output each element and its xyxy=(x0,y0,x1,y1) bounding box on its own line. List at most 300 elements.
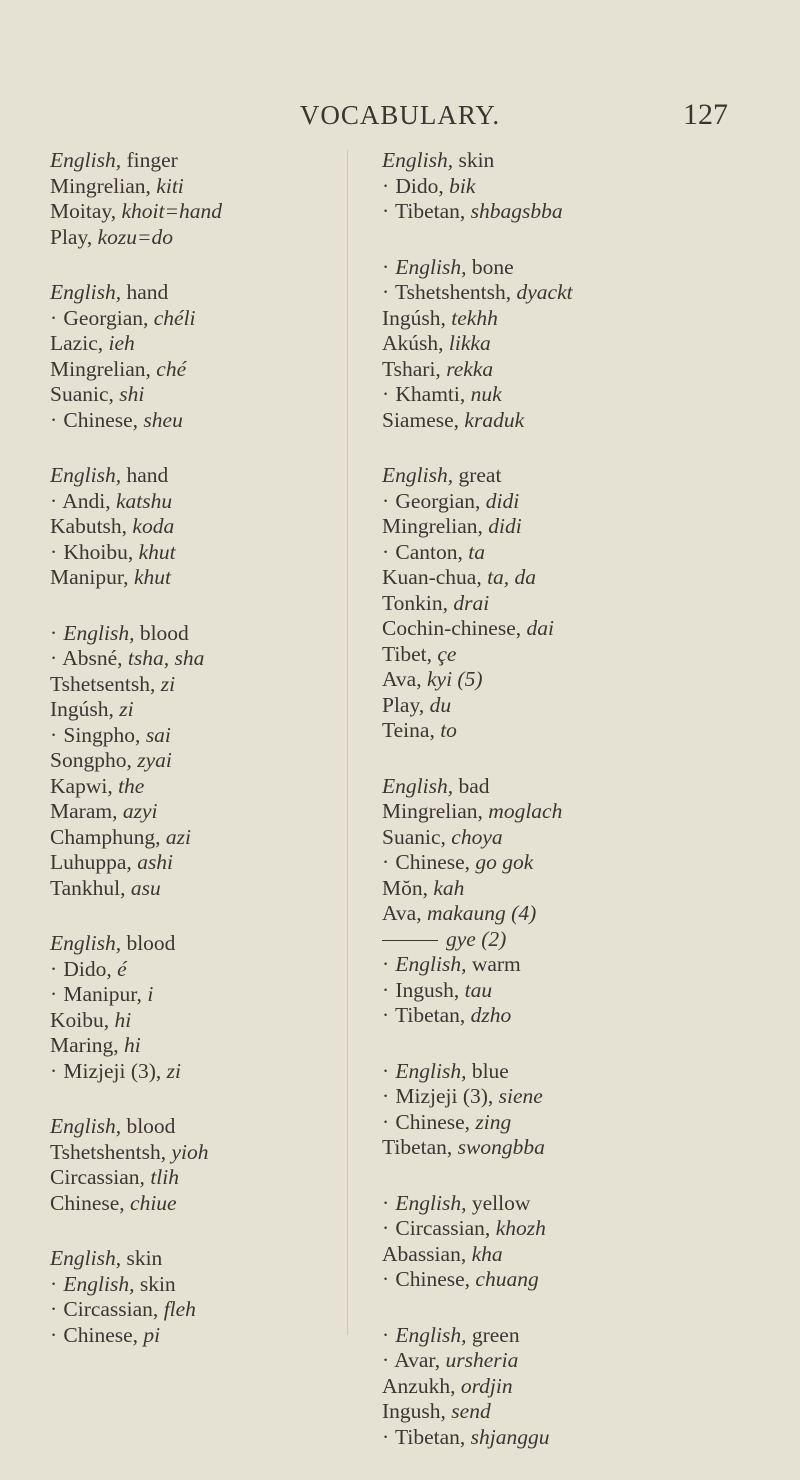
language-name: Anzukh, xyxy=(382,1373,456,1398)
language-name: Georgian, xyxy=(395,488,481,513)
entry-marker: · xyxy=(50,646,58,670)
vocab-word: kraduk xyxy=(464,407,525,432)
language-name: Tshari, xyxy=(382,356,441,381)
entry-marker: · xyxy=(50,956,58,981)
vocab-word: tlih xyxy=(150,1165,179,1189)
vocab-entry xyxy=(382,1348,712,1374)
vocab-entry xyxy=(50,723,380,749)
language-name: Kuan-chua, xyxy=(382,565,482,589)
language-name: Mizjeji (3), xyxy=(63,1058,162,1083)
vocab-entry xyxy=(382,825,712,851)
vocab-entry xyxy=(50,774,380,800)
language-name: Avar, xyxy=(394,1348,441,1372)
vocab-entry xyxy=(382,1110,712,1136)
entry-marker: · xyxy=(382,952,390,976)
vocab-word: makaung (4) xyxy=(426,901,537,925)
vocab-entry xyxy=(50,514,380,540)
vocab-word: dai xyxy=(526,616,554,640)
language-name: English, xyxy=(63,1271,135,1296)
vocab-word: blood xyxy=(126,931,176,955)
entry-marker: · xyxy=(50,620,58,645)
vocab-word: dzho xyxy=(470,1003,512,1027)
vocab-word: du xyxy=(429,692,452,717)
entry-marker: · xyxy=(50,305,58,330)
language-name: Canton, xyxy=(395,539,463,564)
language-name: Maring, xyxy=(50,1033,119,1057)
language-name: Chinese, xyxy=(50,1190,125,1215)
vocab-headword xyxy=(50,148,380,174)
vocab-word: zi xyxy=(160,671,176,696)
vocab-entry xyxy=(382,799,712,825)
entry-marker: · xyxy=(382,1058,390,1083)
vocab-entry xyxy=(382,850,712,876)
vocab-entry xyxy=(50,306,380,332)
language-name: English, xyxy=(395,254,467,279)
vocab-word: moglach xyxy=(488,799,563,823)
vocab-group xyxy=(382,1323,712,1451)
vocab-word: hi xyxy=(124,1033,141,1057)
vocab-word: didi xyxy=(488,514,522,538)
language-name: Ingush, xyxy=(395,977,460,1002)
vocab-entry xyxy=(50,565,380,591)
vocab-entry xyxy=(50,1033,380,1059)
entry-marker: · xyxy=(382,173,390,198)
language-name: Champhung, xyxy=(50,824,161,849)
vocab-entry xyxy=(50,850,380,876)
language-name: Tonkin, xyxy=(382,590,448,615)
vocab-word: fleh xyxy=(163,1297,196,1321)
language-name: Absné, xyxy=(62,646,123,670)
vocab-word: likka xyxy=(448,331,491,355)
vocab-entry xyxy=(50,1297,380,1323)
entry-marker: · xyxy=(382,1003,390,1027)
language-name: Ingúsh, xyxy=(382,305,446,330)
vocab-word: kozu=do xyxy=(97,224,173,249)
vocab-entry xyxy=(382,306,712,332)
language-name: Circassian, xyxy=(395,1216,491,1240)
language-name: Tibetan, xyxy=(395,1003,466,1027)
vocab-entry xyxy=(50,1323,380,1349)
vocab-group xyxy=(382,463,712,744)
vocab-entry xyxy=(382,876,712,902)
language-name: English, xyxy=(50,931,122,955)
vocab-word: bad xyxy=(458,773,490,798)
language-name: English, xyxy=(395,1322,467,1347)
entry-marker: · xyxy=(382,850,390,874)
vocab-entry xyxy=(50,957,380,983)
vocab-word: rekka xyxy=(446,356,494,381)
language-name: English, xyxy=(50,1114,122,1138)
vocab-entry xyxy=(382,514,712,540)
vocab-entry xyxy=(382,540,712,566)
vocab-word: ta, da xyxy=(487,565,537,589)
vocab-word: sai xyxy=(145,722,171,747)
vocab-headword xyxy=(382,1059,712,1085)
language-name: Tshetshentsh, xyxy=(395,280,512,304)
vocab-word: didi xyxy=(485,488,520,513)
vocab-group xyxy=(382,255,712,434)
vocab-entry xyxy=(50,382,380,408)
vocab-word: nuk xyxy=(470,382,502,406)
vocab-word: hand xyxy=(126,463,169,487)
language-name: Luhuppa, xyxy=(50,850,132,874)
vocab-word: azyi xyxy=(122,799,158,823)
vocab-entry xyxy=(50,408,380,434)
vocab-word: blood xyxy=(139,620,189,645)
vocab-entry xyxy=(382,1216,712,1242)
vocab-entry xyxy=(382,1135,712,1161)
vocab-group xyxy=(50,148,380,250)
vocab-word: khut xyxy=(133,565,171,589)
vocab-headword xyxy=(382,255,712,281)
vocab-entry xyxy=(382,280,712,306)
vocab-entry xyxy=(382,382,712,408)
language-name: English, xyxy=(50,280,122,304)
vocab-group xyxy=(50,621,380,902)
entry-marker: · xyxy=(382,280,390,304)
vocab-entry xyxy=(382,408,712,434)
vocab-word: hi xyxy=(114,1007,132,1032)
vocab-word: tekhh xyxy=(451,305,498,330)
vocab-word: pi xyxy=(143,1322,161,1347)
language-name: Tshetshentsh, xyxy=(50,1139,167,1164)
vocab-entry xyxy=(382,1425,712,1451)
vocab-entry xyxy=(382,591,712,617)
vocab-word: blood xyxy=(126,1114,176,1138)
vocab-word: ta xyxy=(468,539,485,564)
vocab-headword xyxy=(50,931,380,957)
vocab-word: zi xyxy=(166,1058,182,1083)
language-name: Ingúsh, xyxy=(50,697,114,721)
vocab-entry xyxy=(382,199,712,225)
language-name: Chinese, xyxy=(395,850,471,874)
left-column xyxy=(50,148,380,1378)
vocab-entry xyxy=(50,748,380,774)
vocab-entry xyxy=(50,199,380,225)
language-name: Mizjeji (3), xyxy=(395,1084,494,1108)
vocab-entry xyxy=(50,697,380,723)
entry-marker: · xyxy=(382,1424,390,1449)
vocab-entry xyxy=(50,489,380,515)
vocab-entry xyxy=(382,1003,712,1029)
vocab-word: asu xyxy=(130,875,161,900)
vocab-headword xyxy=(50,1114,380,1140)
language-name: Mingrelian, xyxy=(382,799,483,823)
vocab-word: zi xyxy=(119,697,134,721)
running-title: VOCABULARY. xyxy=(299,100,501,130)
vocab-entry xyxy=(382,1399,712,1425)
vocab-word: chéli xyxy=(153,305,196,330)
language-name: Dido, xyxy=(395,173,444,198)
language-name: Mingrelian, xyxy=(382,514,483,538)
vocab-word: send xyxy=(451,1399,491,1423)
vocab-word: kha xyxy=(471,1241,503,1266)
language-name: Abassian, xyxy=(382,1241,467,1266)
vocab-word: ashi xyxy=(137,850,174,874)
vocab-word: ieh xyxy=(108,331,135,355)
vocab-word: bone xyxy=(471,254,514,279)
vocab-word: siene xyxy=(498,1084,543,1108)
vocab-entry xyxy=(50,825,380,851)
vocab-group xyxy=(382,774,712,1029)
vocab-word: blue xyxy=(471,1058,509,1083)
entry-marker: · xyxy=(382,1216,390,1240)
vocab-word: skin xyxy=(126,1246,163,1270)
language-name: Tibetan, xyxy=(395,1424,466,1449)
vocab-group xyxy=(382,1059,712,1161)
vocab-word: warm xyxy=(471,952,521,976)
vocab-entry xyxy=(382,331,712,357)
vocab-entry xyxy=(382,693,712,719)
vocab-entry xyxy=(382,489,712,515)
language-name: Songpho, xyxy=(50,748,132,772)
vocab-headword xyxy=(50,1246,380,1272)
language-name: Ingush, xyxy=(382,1399,446,1423)
vocab-entry xyxy=(382,565,712,591)
vocab-group xyxy=(50,1114,380,1216)
vocab-entry xyxy=(50,799,380,825)
vocab-word: swongbba xyxy=(457,1135,545,1159)
vocab-word: the xyxy=(118,773,145,798)
language-name: Khamti, xyxy=(395,382,466,406)
language-name: English, xyxy=(50,463,122,487)
language-name: Chinese, xyxy=(395,1109,471,1134)
vocab-group xyxy=(382,1191,712,1293)
vocab-word: go gok xyxy=(475,850,534,874)
entry-marker: · xyxy=(382,1267,390,1291)
vocab-entry xyxy=(382,667,712,693)
vocab-word: ordjin xyxy=(460,1373,513,1398)
language-name: Kapwi, xyxy=(50,773,113,798)
language-name: Manipur, xyxy=(50,565,129,589)
vocab-entry xyxy=(50,1191,380,1217)
vocab-word: dyackt xyxy=(516,280,573,304)
language-name: Suanic, xyxy=(50,382,114,406)
vocab-entry xyxy=(50,646,380,672)
language-name: Mingrelian, xyxy=(50,356,151,381)
vocab-entry xyxy=(50,174,380,200)
entry-marker: · xyxy=(50,1271,58,1296)
language-name: English, xyxy=(395,1190,467,1215)
language-name: Mingrelian, xyxy=(50,173,151,198)
vocab-entry xyxy=(50,225,380,251)
language-name: Andi, xyxy=(62,488,111,513)
language-name: English, xyxy=(50,1246,122,1270)
ditto-dash xyxy=(382,940,438,941)
language-name: English, xyxy=(382,463,454,487)
vocab-word: tau xyxy=(464,977,493,1002)
language-name: Play, xyxy=(50,224,93,249)
vocab-entry xyxy=(50,672,380,698)
language-name: Kabutsh, xyxy=(50,514,128,538)
vocab-group xyxy=(382,148,712,225)
vocab-word: katshu xyxy=(115,488,173,513)
language-name: Teina, xyxy=(382,718,435,742)
vocab-word: shjanggu xyxy=(470,1424,550,1449)
language-name: Moitay, xyxy=(50,199,117,223)
language-name: Chinese, xyxy=(63,1322,139,1347)
language-name: Lazic, xyxy=(50,331,104,355)
language-name: English, xyxy=(382,148,454,172)
vocab-word: finger xyxy=(126,148,178,172)
vocab-entry xyxy=(50,357,380,383)
vocab-headword xyxy=(50,280,380,306)
entry-marker: · xyxy=(50,1297,58,1321)
vocab-group xyxy=(50,1246,380,1348)
vocab-word: ursheria xyxy=(445,1348,519,1372)
language-name: English, xyxy=(50,148,122,172)
vocab-word: chiue xyxy=(130,1190,177,1215)
vocab-headword xyxy=(382,463,712,489)
vocab-headword xyxy=(382,952,712,978)
language-name: Mŏn, xyxy=(382,875,428,900)
vocab-group xyxy=(50,463,380,591)
language-name: Tibet, xyxy=(382,641,432,666)
page-number: 127 xyxy=(683,98,728,131)
language-name: Manipur, xyxy=(63,982,142,1006)
entry-marker: · xyxy=(50,1058,58,1083)
language-name: Chinese, xyxy=(63,407,139,432)
right-column xyxy=(382,148,712,1480)
vocab-entry xyxy=(50,876,380,902)
vocab-headword xyxy=(50,1272,380,1298)
language-name: Singpho, xyxy=(63,722,141,747)
vocab-word: kiti xyxy=(156,173,184,198)
vocab-word: chuang xyxy=(475,1267,539,1291)
vocab-headword xyxy=(382,1323,712,1349)
vocab-word: shbagsbba xyxy=(470,199,563,223)
language-name: Ava, xyxy=(382,667,422,691)
vocab-word: çe xyxy=(437,641,457,666)
entry-marker: · xyxy=(382,382,390,406)
vocab-word: yioh xyxy=(171,1139,209,1164)
language-name: Chinese, xyxy=(395,1267,471,1291)
vocab-entry xyxy=(382,616,712,642)
vocab-entry xyxy=(50,540,380,566)
entry-marker: · xyxy=(382,977,390,1002)
vocab-headword xyxy=(382,148,712,174)
entry-marker: · xyxy=(50,407,58,432)
vocab-word: kyi (5) xyxy=(426,667,483,691)
vocab-word: gye (2) xyxy=(446,926,507,951)
vocab-headword xyxy=(50,463,380,489)
vocab-entry xyxy=(50,1059,380,1085)
entry-marker: · xyxy=(382,1109,390,1134)
language-name: Koibu, xyxy=(50,1007,110,1032)
vocab-entry xyxy=(382,1267,712,1293)
vocab-entry xyxy=(382,901,712,927)
vocab-word: koda xyxy=(132,514,175,538)
language-name: English, xyxy=(395,952,467,976)
language-name: Georgian, xyxy=(63,305,149,330)
language-name: Suanic, xyxy=(382,824,446,849)
vocab-word: choya xyxy=(451,824,503,849)
entry-marker: · xyxy=(50,982,58,1006)
vocab-word: azi xyxy=(165,824,191,849)
entry-marker: · xyxy=(382,1190,390,1215)
vocab-entry xyxy=(50,1140,380,1166)
vocab-entry xyxy=(50,982,380,1008)
vocab-entry xyxy=(382,1374,712,1400)
language-name: Khoibu, xyxy=(63,539,134,564)
vocab-entry xyxy=(382,357,712,383)
language-name: English, xyxy=(395,1058,467,1083)
vocab-entry xyxy=(50,1165,380,1191)
entry-marker: · xyxy=(382,488,390,513)
language-name: Cochin-chinese, xyxy=(382,616,522,640)
language-name: Dido, xyxy=(63,956,112,981)
vocab-word: drai xyxy=(453,590,490,615)
language-name: Tibetan, xyxy=(382,1135,453,1159)
language-name: Siamese, xyxy=(382,407,460,432)
vocab-word: to xyxy=(440,718,457,742)
vocab-word: khoit=hand xyxy=(121,199,222,223)
vocab-word: bik xyxy=(449,173,476,198)
vocab-headword xyxy=(50,621,380,647)
entry-marker: · xyxy=(382,199,390,223)
entry-marker: · xyxy=(382,539,390,564)
vocab-word: ché xyxy=(156,356,187,381)
vocab-entry xyxy=(382,927,712,953)
entry-marker: · xyxy=(382,254,390,279)
language-name: Tankhul, xyxy=(50,875,126,900)
vocab-entry xyxy=(382,1242,712,1268)
language-name: Maram, xyxy=(50,799,118,823)
language-name: Tibetan, xyxy=(395,199,466,223)
vocab-word: zyai xyxy=(137,748,172,772)
vocab-word: khozh xyxy=(495,1216,546,1240)
vocab-word: khut xyxy=(138,539,176,564)
vocab-entry xyxy=(382,1084,712,1110)
vocab-group xyxy=(50,931,380,1084)
vocab-group xyxy=(50,280,380,433)
entry-marker: · xyxy=(50,488,58,513)
vocab-word: shi xyxy=(119,382,145,406)
language-name: English, xyxy=(63,620,135,645)
vocab-headword xyxy=(382,774,712,800)
vocab-word: skin xyxy=(458,148,495,172)
vocab-word: skin xyxy=(139,1271,176,1296)
language-name: English, xyxy=(382,773,454,798)
vocab-word: sheu xyxy=(143,407,183,432)
entry-marker: · xyxy=(382,1348,390,1372)
vocab-entry xyxy=(50,1008,380,1034)
vocab-headword xyxy=(382,1191,712,1217)
entry-marker: · xyxy=(50,722,58,747)
entry-marker: · xyxy=(382,1322,390,1347)
vocab-word: hand xyxy=(126,280,169,304)
vocab-word: kah xyxy=(433,875,465,900)
entry-marker: · xyxy=(50,539,58,564)
vocab-entry xyxy=(382,718,712,744)
vocab-word: green xyxy=(471,1322,520,1347)
vocab-word: great xyxy=(458,463,502,487)
language-name: Circassian, xyxy=(63,1297,159,1321)
vocab-entry xyxy=(382,174,712,200)
language-name: Tshetsentsh, xyxy=(50,671,156,696)
vocab-word: é xyxy=(117,956,127,981)
language-name: Play, xyxy=(382,692,425,717)
vocab-word: zing xyxy=(475,1109,512,1134)
vocab-entry xyxy=(382,978,712,1004)
vocab-word: i xyxy=(147,982,154,1006)
vocab-entry xyxy=(382,642,712,668)
vocab-entry xyxy=(50,331,380,357)
language-name: Akúsh, xyxy=(382,331,444,355)
language-name: Ava, xyxy=(382,901,422,925)
entry-marker: · xyxy=(382,1084,390,1108)
language-name: Circassian, xyxy=(50,1165,145,1189)
